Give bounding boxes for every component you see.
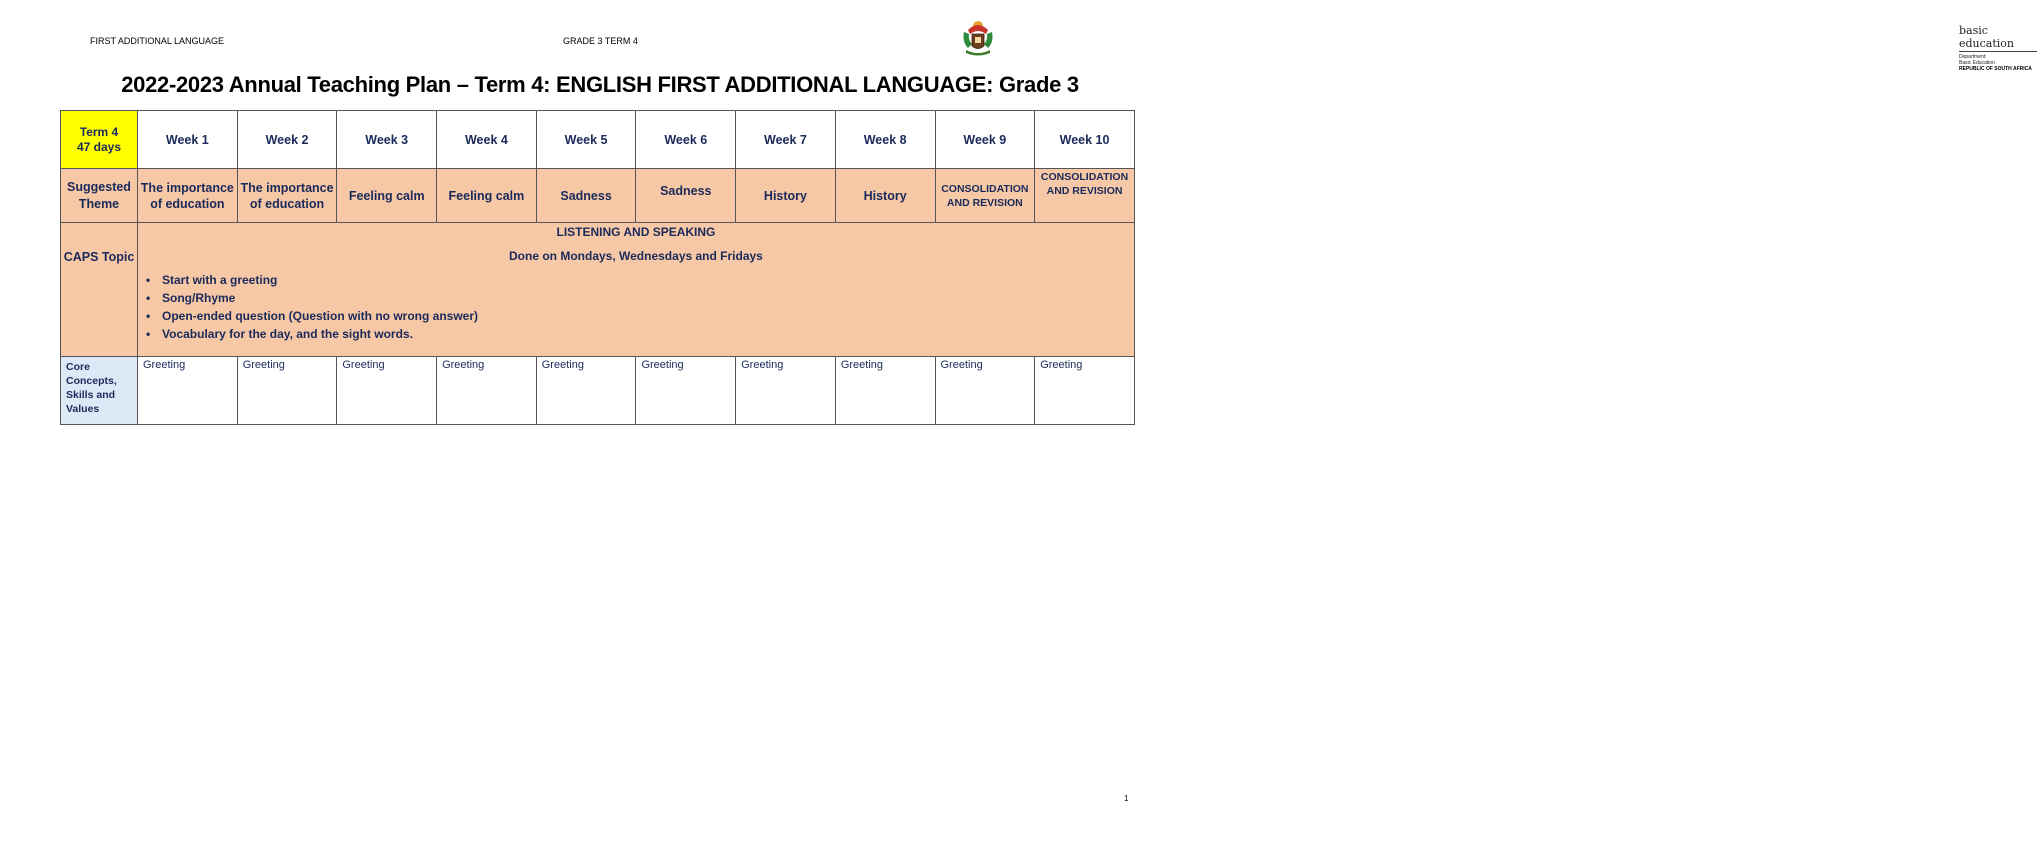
theme-text: History: [863, 188, 907, 203]
term-days: 47 days: [76, 139, 122, 154]
header-grade-term: GRADE 3 TERM 4: [563, 36, 638, 46]
core-cell: Greeting: [935, 357, 1035, 425]
week-header: Week 5: [536, 111, 636, 169]
week-header: Week 7: [736, 111, 836, 169]
table-row-theme: [61, 169, 1135, 223]
caps-topic-cell: [138, 223, 1135, 357]
theme-cell: [237, 169, 337, 223]
term-label: Term 4: [79, 124, 119, 139]
theme-text-2: AND REVISION: [1046, 185, 1123, 197]
theme-cell: [636, 169, 736, 223]
core-cell: Greeting: [138, 357, 238, 425]
caps-bullet: • Start with a greeting: [162, 271, 1134, 289]
core-cell: Greeting: [835, 357, 935, 425]
theme-cell: [337, 169, 437, 223]
week-header: Week 1: [138, 111, 238, 169]
table-row-weeks: [61, 111, 1135, 169]
core-cell: Greeting: [437, 357, 537, 425]
core-cell: Greeting: [337, 357, 437, 425]
theme-text: CONSOLIDATION: [1040, 171, 1129, 183]
theme-cell: [935, 169, 1035, 223]
theme-cell: [437, 169, 537, 223]
table-row-core: [61, 357, 1135, 425]
core-cell: Greeting: [536, 357, 636, 425]
core-cell: Greeting: [736, 357, 836, 425]
theme-text: CONSOLIDATION: [941, 182, 1029, 195]
teaching-plan-table: [60, 110, 1135, 425]
theme-text-2: of education: [150, 196, 225, 211]
caps-bullet: • Song/Rhyme: [162, 289, 1134, 307]
theme-cell: [138, 169, 238, 223]
logo-brand: basic education: [1959, 24, 2014, 50]
core-label: Core: [66, 361, 90, 373]
week-header: Week 6: [636, 111, 736, 169]
core-label-3: Skills and: [66, 389, 116, 401]
caps-subheading: Done on Mondays, Wednesdays and Fridays: [509, 249, 763, 263]
theme-cell: [835, 169, 935, 223]
core-label-4: Values: [66, 403, 100, 415]
coat-of-arms-icon: [960, 18, 996, 58]
caps-bullet: • Vocabulary for the day, and the sight words.: [162, 325, 1134, 343]
core-cell: Greeting: [237, 357, 337, 425]
page-title: 2022-2023 Annual Teaching Plan – Term 4: ENGLISH FIRST ADDITIONAL LANGUAGE: Grade 3: [121, 72, 1079, 97]
week-header: Week 9: [935, 111, 1035, 169]
week-header: Week 4: [437, 111, 537, 169]
theme-text-2: AND REVISION: [946, 196, 1023, 209]
theme-text-2: of education: [249, 196, 325, 211]
core-label-cell: [61, 357, 138, 425]
logo-department: Department:: [1959, 54, 1987, 60]
theme-text: Feeling calm: [448, 188, 525, 203]
theme-text: Sadness: [660, 184, 712, 198]
theme-cell: [536, 169, 636, 223]
caps-heading: LISTENING AND SPEAKING: [556, 225, 716, 239]
week-header: Week 2: [237, 111, 337, 169]
core-label-2: Concepts,: [66, 375, 117, 387]
caps-bullet: • Open-ended question (Question with no wrong answer): [162, 307, 1134, 325]
logo-divider: [1959, 51, 2037, 52]
theme-text: The importance: [240, 180, 334, 195]
department-logo: [960, 18, 2032, 72]
page-number: 1: [1124, 794, 1129, 803]
caps-label: CAPS Topic: [61, 223, 138, 357]
theme-label-2: Theme: [78, 196, 120, 211]
theme-text: Sadness: [560, 188, 612, 203]
theme-text: Feeling calm: [348, 188, 425, 203]
week-header: Week 10: [1035, 111, 1135, 169]
theme-text: History: [763, 188, 807, 203]
theme-text: The importance: [140, 180, 234, 195]
term-cell: [61, 111, 138, 169]
theme-cell: [1035, 169, 1135, 223]
week-header: Week 8: [835, 111, 935, 169]
core-cell: Greeting: [636, 357, 736, 425]
logo-department-name: Basic Education: [1959, 60, 1995, 66]
week-header: Week 3: [337, 111, 437, 169]
theme-label-cell: [61, 169, 138, 223]
core-cell: Greeting: [1035, 357, 1135, 425]
header-subject: FIRST ADDITIONAL LANGUAGE: [90, 36, 225, 46]
theme-label: Suggested: [67, 179, 131, 194]
logo-country: REPUBLIC OF SOUTH AFRICA: [1959, 66, 2032, 72]
theme-cell: [736, 169, 836, 223]
caps-bullet-list: [138, 271, 1134, 343]
table-row-caps: [61, 223, 1135, 357]
